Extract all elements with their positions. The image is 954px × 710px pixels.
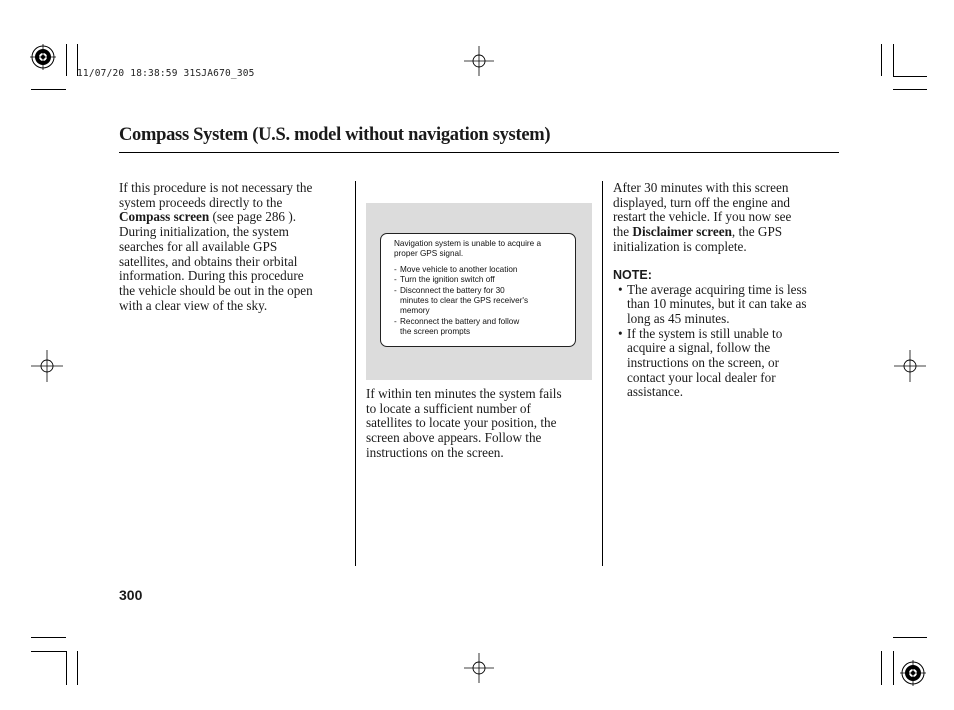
text-line: If within ten minutes the system fails [366,386,562,401]
text-line: system proceeds directly to the [119,194,283,210]
gps-warning-screen [380,233,576,347]
page-title: Compass System (U.S. model without navigation system) [119,125,551,145]
note-bullet: • If the system is still unable to acquire a signal, follow the instructions on the screen, or contact your local dealer for assistance. [618,325,783,400]
text-line: to locate a sufficient number of [366,400,531,416]
text-line: searches for all available GPS [119,238,278,254]
registration-target-icon [900,660,926,686]
text-line: instructions on the screen. [366,444,504,460]
screen-instruction: - Disconnect the battery for 30 minutes to clear the GPS receiver's memory [394,285,529,316]
gps-screen-figure [366,203,592,380]
text-line: the vehicle should be out in the open [119,282,313,298]
text-line: If this procedure is not necessary the [119,180,313,195]
note-bullet-list [613,283,843,401]
screen-instruction: - Reconnect the battery and follow the screen prompts [394,316,520,337]
crosshair-icon [464,653,494,683]
title-rule [119,152,839,153]
disclaimer-screen-term: Disclaimer screen [632,224,732,240]
column-divider [355,181,356,566]
print-stamp: 11/07/20 18:38:59 31SJA670_305 [77,68,255,79]
column-1-text [119,181,349,313]
screen-heading: Navigation system is unable to acquire a proper GPS signal. [394,239,541,259]
text-line: During initialization, the system [119,224,289,240]
page-reference: (see page 286 ). [209,209,297,225]
registration-target-icon [30,44,56,70]
crosshair-icon [464,46,494,76]
note-label: NOTE: [613,267,652,282]
text-line: restart the vehicle. If you now see [613,209,792,225]
bullet-icon: • [618,281,623,297]
compass-screen-term: Compass screen [119,209,210,225]
text-line: the Disclaimer screen, the GPS [613,224,783,240]
screen-instruction: - Turn the ignition switch off [394,275,495,285]
text-line: screen above appears. Follow the [366,430,542,446]
note-bullet: • The average acquiring time is less than 10 minutes, but it can take as long as 45 minutes. [618,281,807,326]
page-number: 300 [119,587,143,603]
column-2-text [366,387,598,461]
screen-instruction-list [394,265,567,338]
text-line: After 30 minutes with this screen [613,180,789,195]
bullet-icon: • [618,325,623,341]
screen-instruction: - Move vehicle to another location [394,264,518,274]
text-line: satellites to locate your position, the [366,415,557,431]
crosshair-icon [31,350,63,382]
text-line: initialization is complete. [613,238,747,254]
text-line: information. During this procedure [119,268,304,284]
column-3-text [613,181,843,400]
text-line [119,210,349,225]
crosshair-icon [894,350,926,382]
text-line: with a clear view of the sky. [119,297,268,313]
text-line: displayed, turn off the engine and [613,194,791,210]
text-line: satellites, and obtains their orbital [119,253,298,269]
column-divider [602,181,603,566]
